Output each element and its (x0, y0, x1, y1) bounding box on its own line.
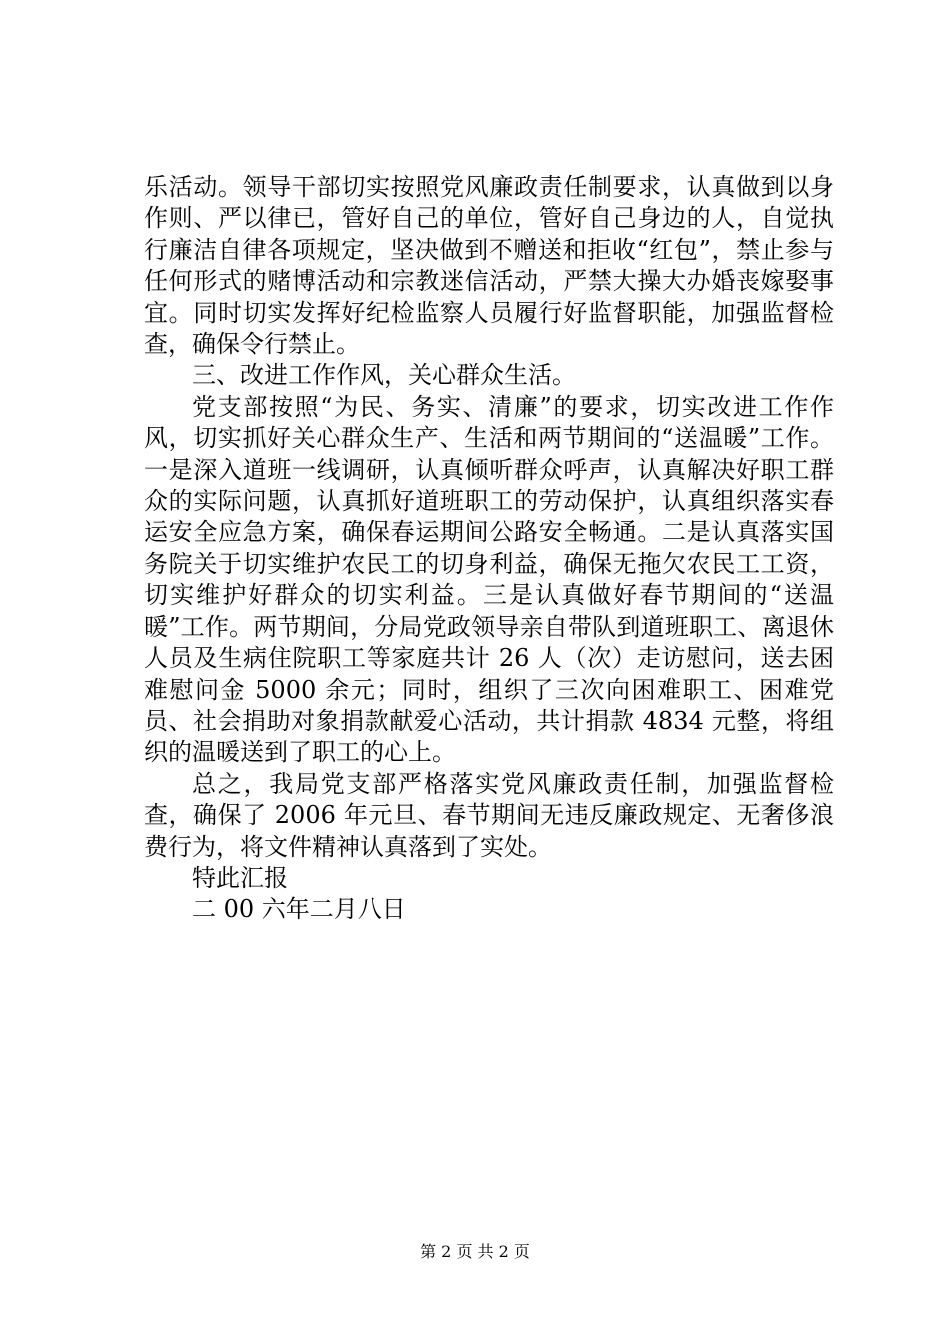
paragraph-summary: 总之，我局党支部严格落实党风廉政责任制，加强监督检查，确保了 2006 年元旦、春节期间无违反廉政规定、无奢侈浪费行为，将文件精神认真落到了实处。 (144, 769, 834, 861)
paragraph-discipline: 乐活动。领导干部切实按照党风廉政责任制要求，认真做到以身作则、严以律已，管好自己的单位，管好自己身边的人，自觉执行廉洁自律各项规定，坚决做到不赠送和拒收“红包”，禁止参与任何形式的赌博活动和宗教迷信活动，严禁大操大办婚丧嫁娶事宜。同时切实发挥好纪检监察人员履行好监督职能，加强监督检查，确保令行禁止。 (144, 173, 834, 359)
section-heading-work-style: 三、改进工作作风，关心群众生活。 (192, 361, 576, 390)
closing-remark: 特此汇报 (192, 863, 288, 892)
document-date: 二 00 六年二月八日 (192, 895, 406, 924)
page-footer (0, 1242, 950, 1262)
page-number: 第 2 页 共 2 页 (420, 1242, 530, 1261)
paragraph-work-style: 党支部按照“为民、务实、清廉”的要求，切实改进工作作风，切实抓好关心群众生产、生活和两节期间的“送温暖”工作。一是深入道班一线调研，认真倾听群众呼声，认真解决好职工群众的实际问题，认真抓好道班职工的劳动保护，认真组织落实春运安全应急方案，确保春运期间公路安全畅通。二是认真落实国务院关于切实维护农民工的切身利益，确保无拖欠农民工工资，切实维护好群众的切实利益。三是认真做好春节期间的“送温暖”工作。两节期间，分局党政领导亲自带队到道班职工、离退休人员及生病住院职工等家庭共计 26 人（次）走访慰问，送去困难慰问金 5000 余元；同时，组织了三次向困难职工、困难党员、社会捐助对象捐款献爱心活动，共计捐款 4834 元整，将组织的温暖送到了职工的心上。 (144, 392, 834, 767)
document-body (144, 172, 834, 926)
